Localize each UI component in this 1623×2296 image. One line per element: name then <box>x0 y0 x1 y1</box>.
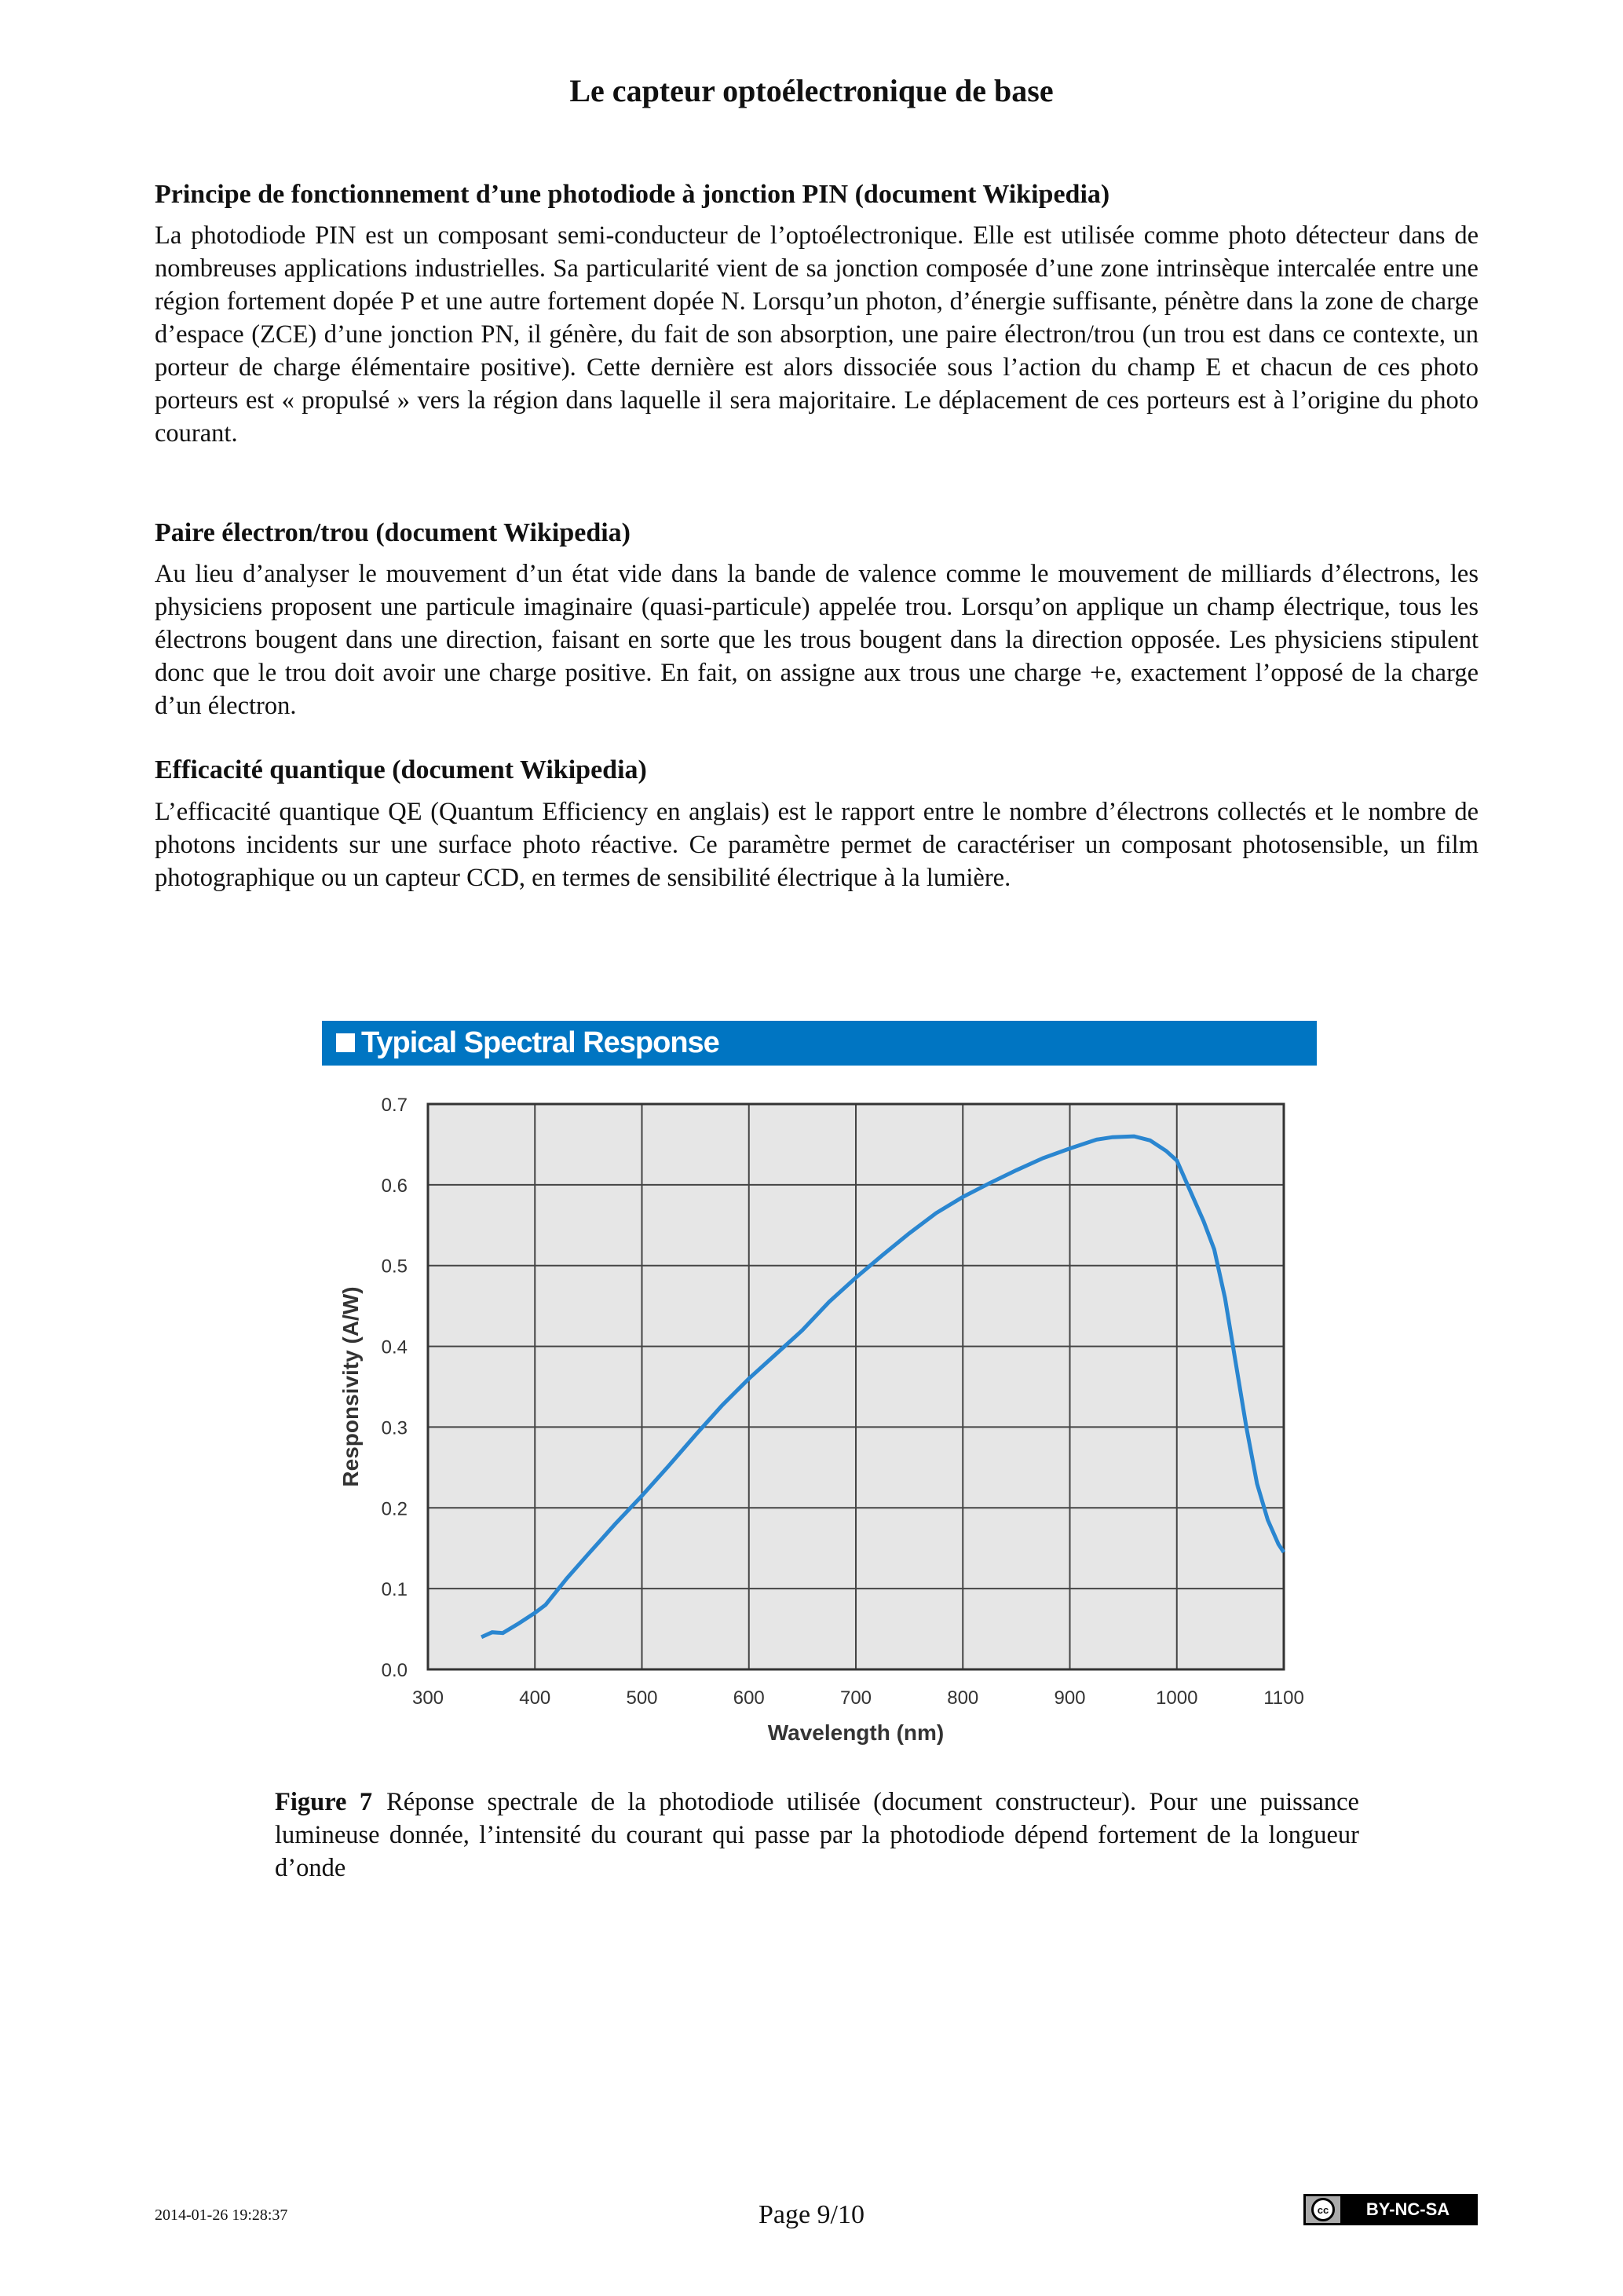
y-tick-label: 0.5 <box>381 1256 408 1278</box>
cc-logo-icon: cc <box>1306 2196 1340 2223</box>
figure-label: Figure 7 <box>275 1788 373 1816</box>
y-tick-label: 0.0 <box>381 1660 408 1681</box>
x-tick-label: 1100 <box>1263 1687 1304 1709</box>
x-tick-label: 600 <box>733 1687 765 1709</box>
figure-caption <box>275 1786 1359 1885</box>
page-title: Le capteur optoélectronique de base <box>569 73 1054 108</box>
x-tick-label: 500 <box>626 1687 658 1709</box>
license-label: BY-NC-SA <box>1340 2196 1475 2223</box>
y-axis-label: Responsivity (A/W) <box>338 1286 363 1487</box>
section-heading-electron-hole: Paire électron/trou (document Wikipedia) <box>155 518 631 547</box>
x-tick-label: 1000 <box>1156 1687 1198 1709</box>
section-text-pin: La photodiode PIN est un composant semi-conducteur de l’optoélectronique. Elle est utilisée comme photo détecteur dans de nombreuses applications industrielles. Sa particularité vient de sa jonction composée d’une zone intrinsèque intercalée entre une région fortement dopée P et une autre fortement dopée N. Lorsqu’un photon, d’énergie suffisante, pénètre dans la zone de charge d’espace (ZCE) d’une jonction PN, il génère, du fait de son absorption, une paire électron/trou (un trou est dans ce contexte, un porteur de charge élémentaire positive). Cette dernière est alors dissociée sous l’action du champ E et chacun de ces photo porteurs est « propulsé » vers la région dans laquelle il sera majoritaire. Le déplacement de ces porteurs est à l’origine du photo courant. <box>155 221 1479 448</box>
y-tick-label: 0.6 <box>381 1175 408 1197</box>
chart-title: Typical Spectral Response <box>361 1026 719 1059</box>
x-tick-label: 300 <box>411 1687 444 1709</box>
cc-license-badge <box>1303 2194 1478 2225</box>
page-number: Page 9/10 <box>758 2200 865 2229</box>
y-tick-label: 0.1 <box>381 1579 408 1601</box>
x-tick-label: 900 <box>1054 1687 1086 1709</box>
y-tick-label: 0.3 <box>381 1417 408 1439</box>
y-tick-label: 0.4 <box>381 1336 408 1358</box>
section-text-electron-hole: Au lieu d’analyser le mouvement d’un état vide dans la bande de valence comme le mouvement de milliards d’électrons, les physiciens proposent une particule imaginaire (quasi-particule) appelée trou. Lorsqu’on applique un champ électrique, tous les électrons bougent dans une direction, faisant en sorte que les trous bougent dans la direction opposée. Les physiciens stipulent donc que le trou doit avoir une charge positive. En fait, on assigne aux trous une charge +e, exactement l’opposé de la charge d’un électron. <box>155 560 1479 720</box>
section-heading-pin: Principe de fonctionnement d’une photodiode à jonction PIN (document Wikipedia) <box>155 180 1110 209</box>
y-tick-label: 0.2 <box>381 1498 408 1520</box>
banner-square-icon <box>336 1033 355 1052</box>
spectral-response-chart <box>314 1013 1335 1759</box>
footer-date: 2014-01-26 19:28:37 <box>155 2206 288 2224</box>
section-text-quantum-efficiency: L’efficacité quantique QE (Quantum Efficiency en anglais) est le rapport entre le nombre d’électrons collectés et le nombre de photons incidents sur une surface photo réactive. Ce paramètre permet de caractériser un composant photosensible, un film photographique ou un capteur CCD, en termes de sensibilité électrique à la lumière. <box>155 798 1479 892</box>
x-tick-label: 700 <box>839 1687 872 1709</box>
y-tick-label: 0.7 <box>381 1095 408 1116</box>
section-heading-quantum-efficiency: Efficacité quantique (document Wikipedia) <box>155 755 647 784</box>
figure-caption-text: Réponse spectrale de la photodiode utilisée (document constructeur). Pour une puissance lumineuse donnée, l’intensité du courant qui passe par la photodiode dépend fortement de la longueur d’onde <box>275 1788 1359 1882</box>
x-tick-label: 800 <box>947 1687 979 1709</box>
x-axis-label: Wavelength (nm) <box>767 1720 945 1745</box>
x-tick-label: 400 <box>519 1687 551 1709</box>
